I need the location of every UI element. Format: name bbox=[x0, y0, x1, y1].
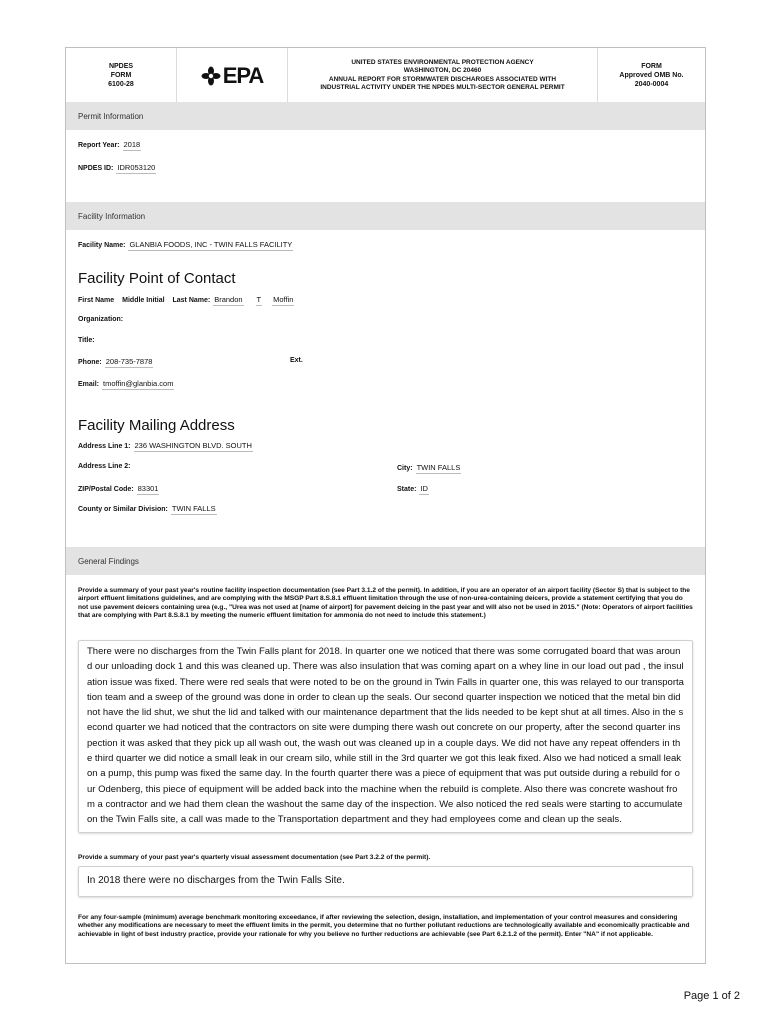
omb-form-label: FORM bbox=[641, 63, 662, 70]
facility-name-value[interactable]: GLANBIA FOODS, INC - TWIN FALLS FACILITY bbox=[129, 240, 293, 249]
state-label: State: bbox=[397, 486, 417, 493]
npdes-id-label: NPDES ID: bbox=[78, 165, 114, 172]
state-field bbox=[397, 484, 429, 493]
facility-name-field bbox=[78, 240, 293, 249]
form-label: FORM bbox=[110, 72, 132, 79]
form-type: NPDES bbox=[108, 63, 134, 70]
email-value[interactable]: tmoffin@glanbia.com bbox=[103, 379, 174, 388]
address-line-2-field bbox=[78, 463, 131, 470]
general-findings-section: General Findings bbox=[66, 547, 705, 575]
report-title-2: INDUSTRIAL ACTIVITY UNDER THE NPDES MULTI-SECTOR GENERAL PERMIT bbox=[320, 84, 565, 91]
phone-value[interactable]: 208-735-7878 bbox=[105, 357, 153, 366]
zip-value[interactable]: 83301 bbox=[137, 484, 159, 493]
ext-label: Ext. bbox=[290, 357, 303, 364]
last-name-value[interactable]: Moffin bbox=[273, 295, 294, 304]
facility-information-section: Facility Information bbox=[66, 202, 705, 230]
middle-initial-label: Middle Initial bbox=[122, 297, 165, 304]
phone-field bbox=[78, 357, 153, 366]
address-line-1-value[interactable]: 236 WASHINGTON BLVD. SOUTH bbox=[134, 441, 252, 450]
ext-field bbox=[290, 357, 303, 364]
city-value[interactable]: TWIN FALLS bbox=[416, 463, 461, 472]
county-field bbox=[78, 504, 217, 513]
county-value[interactable]: TWIN FALLS bbox=[171, 504, 216, 513]
npdes-id-field bbox=[78, 163, 156, 172]
page-number: Page 1 of 2 bbox=[683, 990, 740, 1002]
mailing-heading: Facility Mailing Address bbox=[78, 417, 235, 434]
organization-label: Organization: bbox=[78, 316, 124, 323]
contact-heading: Facility Point of Contact bbox=[78, 270, 236, 287]
visual-assessment-textarea[interactable]: In 2018 there were no discharges from the Twin Falls Site. bbox=[78, 866, 693, 897]
first-name-label: First Name bbox=[78, 297, 115, 304]
agency-title bbox=[288, 48, 598, 103]
npdes-id-value[interactable]: IDR053120 bbox=[117, 163, 156, 172]
address-line-1-label: Address Line 1: bbox=[78, 443, 131, 450]
form-header bbox=[66, 48, 705, 104]
city-field bbox=[397, 463, 461, 472]
permit-information-section: Permit Information bbox=[66, 102, 705, 130]
email-label: Email: bbox=[78, 381, 100, 388]
inspection-question: Provide a summary of your past year's routine facility inspection documentation (see Part 3.1.2 of the permit). In addition, if you are an operator of an airport facility (Sector S) that is subject to the airport effluent limitations guidelines, and are complying with the MSGP Part 8.S.8.1 effluent limitation through the use of non-urea-containing deicers, provide a statement certifying that you do not use pavement deicers containing urea (e.g., "Urea was not used at [name of airport] for pavement deicing in the past year and will also not be used in 2015." (Note: Operators of airport facilities that are complying with Part 8.S.8.1 by meeting the numeric effluent limitation for ammonia do not need to include this statement.) bbox=[78, 587, 693, 620]
benchmark-question: For any four-sample (minimum) average benchmark monitoring exceedance, if after reviewing the selection, design, installation, and implementation of your control measures and considering whether any modifications are necessary to meet the effluent limits in the permit, you determine that no further pollutant reductions are technologically available and economically practicable and achievable in light of best industry practice, provide your rationale for why you believe no further reductions are achievable (see Part 6.2.1.2 of the permit). Enter "NA" if not applicable. bbox=[78, 914, 690, 938]
inspection-summary-textarea[interactable]: There were no discharges from the Twin Falls plant for 2018. In quarter one we noticed that there was some corrugated board that was around our unloading dock 1 and this was cleaned up. There was also insulation that was coming apart on a whey line in our load out pad , the insulation issue was fixed. There were red seals that were noted to be on the ground in Twin Falls in quarter one, this was relayed to our transportation team and a sweep of the ground was done in order to clean up the seals. Our second quarter inspection we noticed that the metal bin did not have the lid shut, we shut the lid and talked with our maintenance department that the lids needed to be kept shut at all times. Also in the second quarter we had noticed that the contractors on site were dumping there wash out concrete on our property, after the second quarter inspection it was asked that they pick up all wash out, the wash out was cleaned up in a couple days. We did not have any repeat offenders in the third quarter we did notice a small leak in our cream silo, while still in the 3rd quarter we got this leak fixed. Also we had noticed a small leak on a pump, this pump was fixed the same day. In the fourth quarter there was a piece of equipment that was put outside during a rebuild for our Odenberg, this piece of equipment will be added back into the machine when the rebuild is complete. Also there was concrete washout from a contractor and we had them clean the washout the same day of the inspection. We also noticed the red seals were starting to accumulate on the Twin Falls site, a call was made to the Transportation department and they had employees come and clean up the seals. bbox=[78, 640, 693, 833]
zip-field bbox=[78, 484, 159, 493]
form-page bbox=[65, 47, 706, 964]
epa-flower-icon bbox=[201, 66, 221, 86]
epa-logo-text: EPA bbox=[222, 62, 264, 88]
report-title-1: ANNUAL REPORT FOR STORMWATER DISCHARGES ASSOCIATED WITH bbox=[328, 75, 557, 83]
facility-name-label: Facility Name: bbox=[78, 242, 126, 249]
middle-initial-value[interactable]: T bbox=[256, 295, 262, 304]
agency-name: UNITED STATES ENVIRONMENTAL PROTECTION AGENCY bbox=[351, 58, 534, 66]
title-field bbox=[78, 337, 95, 344]
epa-logo bbox=[201, 63, 264, 89]
report-year-field bbox=[78, 140, 141, 149]
report-year-label: Report Year: bbox=[78, 142, 120, 149]
email-field bbox=[78, 379, 174, 388]
visual-assessment-question: Provide a summary of your past year's quarterly visual assessment documentation (see Part 3.2.2 of the permit). bbox=[78, 854, 431, 861]
contact-name-row bbox=[78, 295, 294, 304]
logo-cell bbox=[177, 48, 288, 103]
agency-address: WASHINGTON, DC 20460 bbox=[403, 67, 482, 74]
county-label: County or Similar Division: bbox=[78, 506, 168, 513]
city-label: City: bbox=[397, 465, 413, 472]
omb-approved-label: Approved OMB No. bbox=[619, 72, 684, 79]
last-name-label: Last Name: bbox=[172, 297, 211, 304]
form-number: 6100-28 bbox=[108, 81, 134, 88]
title-label: Title: bbox=[78, 337, 95, 344]
form-number-block bbox=[66, 48, 177, 103]
phone-label: Phone: bbox=[78, 359, 102, 366]
omb-block bbox=[598, 48, 705, 103]
address-line-1-field bbox=[78, 441, 253, 450]
state-value[interactable]: ID bbox=[420, 484, 428, 493]
omb-number: 2040-0004 bbox=[634, 81, 669, 88]
organization-field bbox=[78, 316, 123, 323]
zip-label: ZIP/Postal Code: bbox=[78, 486, 134, 493]
report-year-value[interactable]: 2018 bbox=[123, 140, 141, 149]
address-line-2-label: Address Line 2: bbox=[78, 463, 131, 470]
first-name-value[interactable]: Brandon bbox=[214, 295, 243, 304]
